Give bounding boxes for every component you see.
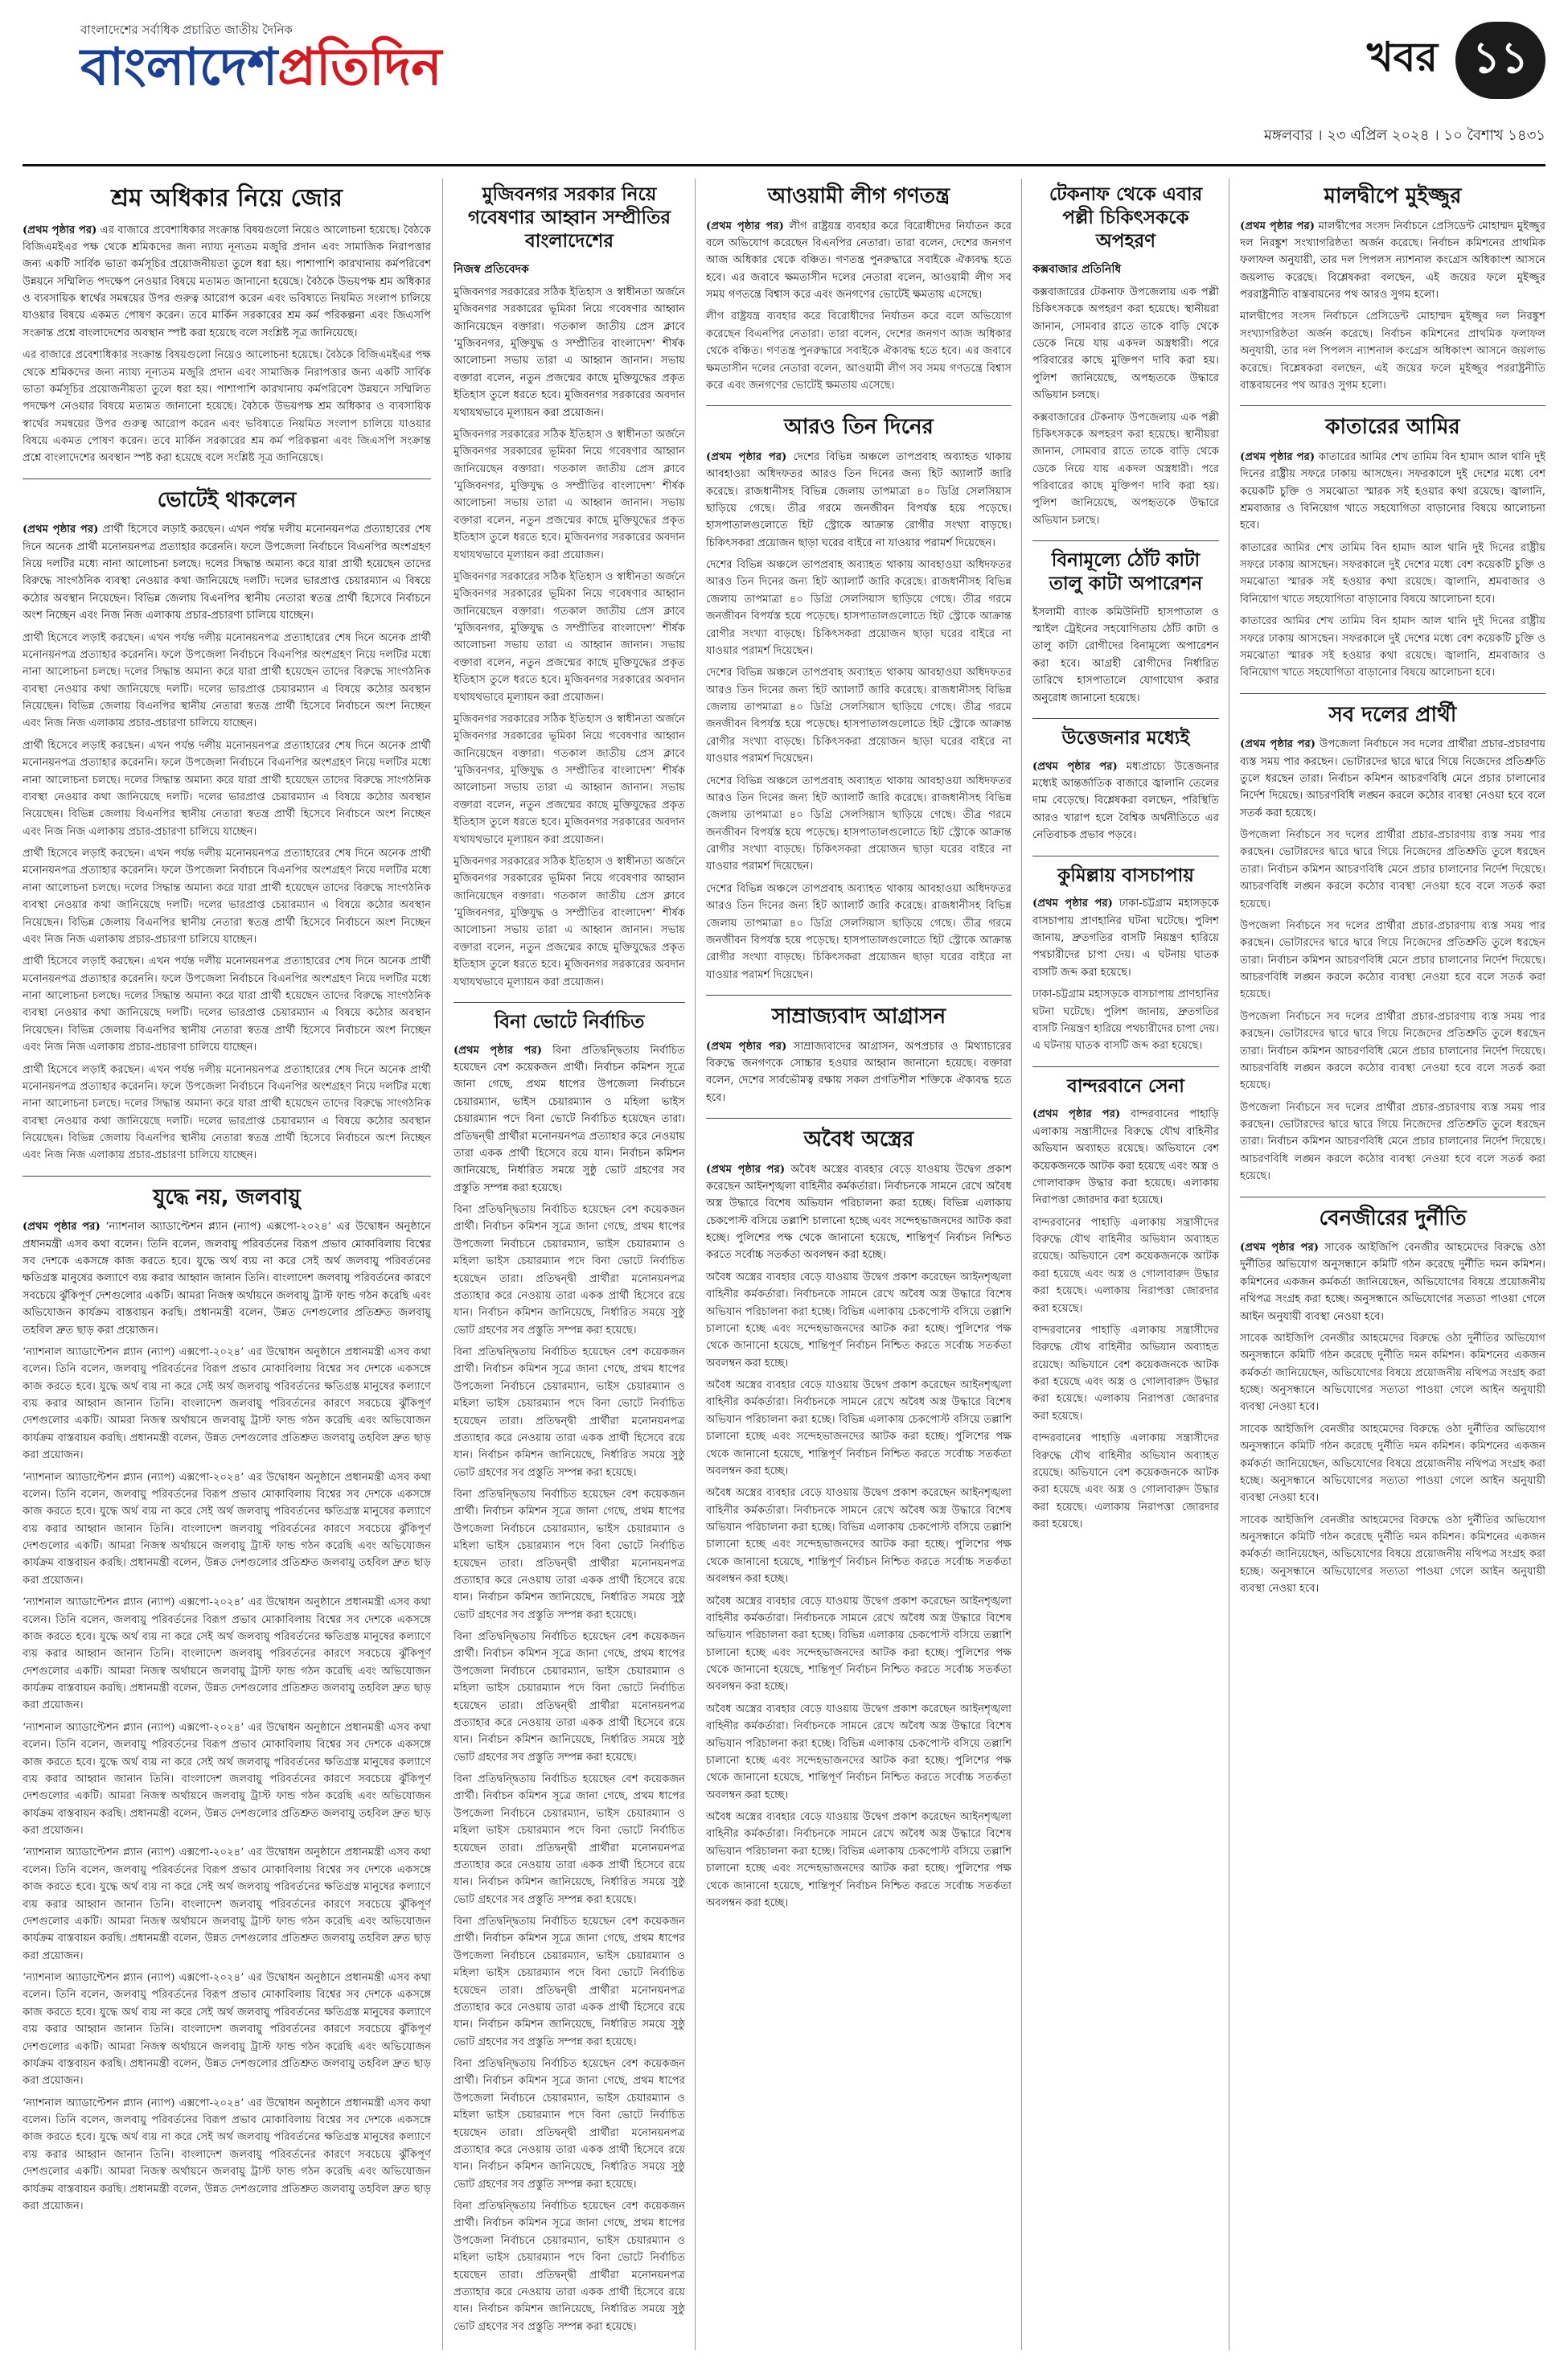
byline: নিজস্ব প্রতিবেদক [454,263,529,277]
story-body: ‘ন্যাশনাল অ্যাডাপ্টেশন প্ল্যান (ন্যাপ) এক্সপো-২০২৪’ এর উদ্বোধন অনুষ্ঠানে প্রধানমন্ত্রী এসব কথা বলেন। তিনি বলেন, জলবায়ু পরিবর্তনের বিরূপ প্রভাব মোকাবিলায় বিশ্বের সব দেশকে একসঙ্গে কাজ করতে হবে। যুদ্ধে অর্থ ব্যয় না করে সেই অর্থ জলবায়ু পরিবর্তনের ক্ষতিগ্রস্ত মানুষের কল্যাণে ব্যয় করার আহ্বান জানান তিনি। বাংলাদেশ জলবায়ু পরিবর্তনের কারণে সবচেয়ে ঝুঁকিপূর্ণ দেশগুলোর একটি। আমরা নিজস্ব অর্থায়নে জলবায়ু ট্রাস্ট ফান্ড গঠন করেছি এবং অভিযোজন কার্যক্রম বাস্তবায়ন করছি। প্রধানমন্ত্রী বলেন, উন্নত দেশগুলোর প্রতিশ্রুত জলবায়ু তহবিল দ্রুত ছাড় করা প্রয়োজন। [23,1846,431,1962]
story-body: ‘ন্যাশনাল অ্যাডাপ্টেশন প্ল্যান (ন্যাপ) এক্সপো-২০২৪’ এর উদ্বোধন অনুষ্ঠানে প্রধানমন্ত্রী এসব কথা বলেন। তিনি বলেন, জলবায়ু পরিবর্তনের বিরূপ প্রভাব মোকাবিলায় বিশ্বের সব দেশকে একসঙ্গে কাজ করতে হবে। যুদ্ধে অর্থ ব্যয় না করে সেই অর্থ জলবায়ু পরিবর্তনের ক্ষতিগ্রস্ত মানুষের কল্যাণে ব্যয় করার আহ্বান জানান তিনি। বাংলাদেশ জলবায়ু পরিবর্তনের কারণে সবচেয়ে ঝুঁকিপূর্ণ দেশগুলোর একটি। আমরা নিজস্ব অর্থায়নে জলবায়ু ট্রাস্ট ফান্ড গঠন করেছি এবং অভিযোজন কার্যক্রম বাস্তবায়ন করছি। প্রধানমন্ত্রী বলেন, উন্নত দেশগুলোর প্রতিশ্রুত জলবায়ু তহবিল দ্রুত ছাড় করা প্রয়োজন। [23,2097,431,2212]
story-body: বিনা প্রতিদ্বন্দ্বিতায় নির্বাচিত হয়েছেন বেশ কয়েকজন প্রার্থী। নির্বাচন কমিশন সূত্রে জানা গেছে, প্রথম ধাপের উপজেলা নির্বাচনে চেয়ারম্যান, ভাইস চেয়ারম্যান ও মহিলা ভাইস চেয়ারম্যান পদে বিনা ভোটে নির্বাচিত হয়েছেন তারা। প্রতিদ্বন্দ্বী প্রার্থীরা মনোনয়নপত্র প্রত্যাহার করে নেওয়ায় তারা একক প্রার্থী হিসেবে রয়ে যান। নির্বাচন কমিশন জানিয়েছে, নির্ধারিত সময়ে সুষ্ঠু ভোট গ্রহণের সব প্রস্তুতি সম্পন্ন করা হয়েছে। [454,1346,685,1479]
story-body: লীগ রাষ্ট্রযন্ত্র ব্যবহার করে বিরোধীদের নির্যাতন করে বলে অভিযোগ করেছেন বিএনপির নেতারা। তারা বলেন, দেশের জনগণ আজ অধিকার থেকে বঞ্চিত। গণতন্ত্র পুনরুদ্ধারে সবাইকে ঐক্যবদ্ধ হতে হবে। এর জবাবে ক্ষমতাসীন দলের নেতারা বলেন, আওয়ামী লীগ সব সময় গণতন্ত্রে বিশ্বাস করে এবং জনগণের ভোটেই ক্ষমতায় এসেছে। [706,220,1012,301]
story-body: দেশের বিভিন্ন অঞ্চলে তাপপ্রবাহ অব্যাহত থাকায় আবহাওয়া অধিদফতর আরও তিন দিনের জন্য হিট অ্যালার্ট জারি করেছে। রাজধানীসহ বিভিন্ন জেলায় তাপমাত্রা ৪০ ডিগ্রি সেলসিয়াস ছাড়িয়ে গেছে। তীব্র গরমে জনজীবন বিপর্যস্ত হয়ে পড়েছে। হাসপাতালগুলোতে হিট স্ট্রোকে আক্রান্ত রোগীর সংখ্যা বাড়ছে। চিকিৎসকরা প্রয়োজন ছাড়া ঘরের বাইরে না যাওয়ার পরামর্শ দিয়েছেন। [706,882,1012,981]
column-3 [706,179,1012,1916]
headline: বান্দরবানে সেনা [1067,1075,1184,1097]
story-body: প্রার্থী হিসেবে লড়াই করছেন। এখন পর্যন্ত দলীয় মনোনয়নপত্র প্রত্যাহারের শেষ দিনে অনেক প্রার্থী মনোনয়নপত্র প্রত্যাহার করেননি। ফলে উপজেলা নির্বাচনে বিএনপির অংশগ্রহণ নিয়ে দলটির মধ্যে নানা আলোচনা চলছে। দলের সিদ্ধান্ত অমান্য করে যারা প্রার্থী হয়েছেন তাদের বিরুদ্ধে সাংগঠনিক ব্যবস্থা নেওয়ার কথা জানিয়েছে দলটি। দলের ভারপ্রাপ্ত চেয়ারম্যান এ বিষয়ে কঠোর অবস্থান নিয়েছেন। বিভিন্ন জেলায় বিএনপির স্থানীয় নেতারা স্বতন্ত্র প্রার্থী হিসেবে নির্বাচনে অংশ নিচ্ছেন এবং নিজ নিজ এলাকায় প্রচার-প্রচারণা চালিয়ে যাচ্ছেন। [23,631,431,730]
story-abaidh [706,1127,1012,1912]
story-body: প্রার্থী হিসেবে লড়াই করছেন। এখন পর্যন্ত দলীয় মনোনয়নপত্র প্রত্যাহারের শেষ দিনে অনেক প্রার্থী মনোনয়নপত্র প্রত্যাহার করেননি। ফলে উপজেলা নির্বাচনে বিএনপির অংশগ্রহণ নিয়ে দলটির মধ্যে নানা আলোচনা চলছে। দলের সিদ্ধান্ত অমান্য করে যারা প্রার্থী হয়েছেন তাদের বিরুদ্ধে সাংগঠনিক ব্যবস্থা নেওয়ার কথা জানিয়েছে দলটি। দলের ভারপ্রাপ্ত চেয়ারম্যান এ বিষয়ে কঠোর অবস্থান নিয়েছেন। বিভিন্ন জেলায় বিএনপির স্থানীয় নেতারা স্বতন্ত্র প্রার্থী হিসেবে নির্বাচনে অংশ নিচ্ছেন এবং নিজ নিজ এলাকায় প্রচার-প্রচারণা চালিয়ে যাচ্ছেন। [23,955,431,1054]
headline: যুদ্ধে নয়, জলবায়ু [153,1185,301,1210]
story-body: সাবেক আইজিপি বেনজীর আহমেদের বিরুদ্ধে ওঠা দুর্নীতির অভিযোগ অনুসন্ধানে কমিটি গঠন করেছে দুর্নীতি দমন কমিশন। কমিশনের একজন কর্মকর্তা জানিয়েছেন, অভিযোগের বিষয়ে প্রয়োজনীয় নথিপত্র সংগ্রহ করা হচ্ছে। অনুসন্ধানে অভিযোগের সত্যতা পাওয়া গেলে আইন অনুযায়ী ব্যবস্থা নেওয়া হবে। [1240,1514,1545,1596]
story-body: কাতারের আমির শেখ তামিম বিন হামাদ আল থানি দুই দিনের রাষ্ট্রীয় সফরে ঢাকায় আসছেন। সফরকালে দুই দেশের মধ্যে বেশ কয়েকটি চুক্তি ও সমঝোতা স্মারক সই হওয়ার কথা রয়েছে। জ্বালানি, শ্রমবাজার ও বিনিয়োগ খাতে সহযোগিতা বাড়ানোর বিষয়ে আলোচনা হবে। [1240,541,1545,606]
section-name: খবর [1366,33,1438,80]
story-sob-dol [1240,702,1545,1185]
logo-part2: প্রতিদিন [277,38,442,97]
story-body: বিনা প্রতিদ্বন্দ্বিতায় নির্বাচিত হয়েছেন বেশ কয়েকজন প্রার্থী। নির্বাচন কমিশন সূত্রে জানা গেছে, প্রথম ধাপের উপজেলা নির্বাচনে চেয়ারম্যান, ভাইস চেয়ারম্যান ও মহিলা ভাইস চেয়ারম্যান পদে বিনা ভোটে নির্বাচিত হয়েছেন তারা। প্রতিদ্বন্দ্বী প্রার্থীরা মনোনয়নপত্র প্রত্যাহার করে নেওয়ায় তারা একক প্রার্থী হিসেবে রয়ে যান। নির্বাচন কমিশন জানিয়েছে, নির্ধারিত সময়ে সুষ্ঠু ভোট গ্রহণের সব প্রস্তুতি সম্পন্ন করা হয়েছে। [454,1631,685,1764]
separator [454,1002,685,1003]
story-body: মালদ্বীপের সংসদ নির্বাচনে প্রেসিডেন্ট মোহাম্মদ মুইজ্জুর দল নিরঙ্কুশ সংখ্যাগরিষ্ঠতা অর্জন করেছে। নির্বাচন কমিশনের প্রাথমিক ফলাফল অনুযায়ী, তার দল পিপলস ন্যাশনাল কংগ্রেস অধিকাংশ আসনে জয়লাভ করেছে। বিশ্লেষকরা বলছেন, এই জয়ের ফলে মুইজ্জুর পররাষ্ট্রনীতি বাস্তবায়নের পথ আরও সুগম হলো। [1240,310,1545,392]
continuation-label: (প্রথম পৃষ্ঠার পর) [1240,220,1315,232]
masthead [23,14,1545,156]
headline: শ্রম অধিকার নিয়ে জোর [111,184,343,212]
story-body: অবৈধ অস্ত্রের ব্যবহার বেড়ে যাওয়ায় উদ্বেগ প্রকাশ করেছেন আইনশৃঙ্খলা বাহিনীর কর্মকর্তারা। নির্বাচনকে সামনে রেখে অবৈধ অস্ত্র উদ্ধারে বিশেষ অভিযান পরিচালনা করা হচ্ছে। বিভিন্ন এলাকায় চেকপোস্ট বসিয়ে তল্লাশি চালানো হচ্ছে এবং সন্দেহভাজনদের আটক করা হচ্ছে। পুলিশের পক্ষ থেকে জানানো হয়েছে, শান্তিপূর্ণ নির্বাচন নিশ্চিত করতে সর্বোচ্চ সতর্কতা অবলম্বন করা হচ্ছে। [706,1271,1012,1370]
story-body: দেশের বিভিন্ন অঞ্চলে তাপপ্রবাহ অব্যাহত থাকায় আবহাওয়া অধিদফতর আরও তিন দিনের জন্য হিট অ্যালার্ট জারি করেছে। রাজধানীসহ বিভিন্ন জেলায় তাপমাত্রা ৪০ ডিগ্রি সেলসিয়াস ছাড়িয়ে গেছে। তীব্র গরমে জনজীবন বিপর্যস্ত হয়ে পড়েছে। হাসপাতালগুলোতে হিট স্ট্রোকে আক্রান্ত রোগীর সংখ্যা বাড়ছে। চিকিৎসকরা প্রয়োজন ছাড়া ঘরের বাইরে না যাওয়ার পরামর্শ দিয়েছেন। [706,559,1012,657]
separator [1240,693,1545,694]
masthead-rule [23,164,1545,166]
story-body: মুজিবনগর সরকারের সঠিক ইতিহাস ও স্বাধীনতা অর্জনে মুজিবনগর সরকারের ভূমিকা নিয়ে গবেষণার আহ্বান জানিয়েছেন বক্তারা। গতকাল জাতীয় প্রেস ক্লাবে ‘মুজিবনগর, মুক্তিযুদ্ধ ও সম্প্রীতির বাংলাদেশ’ শীর্ষক আলোচনা সভায় তারা এ আহ্বান জানান। সভায় বক্তারা বলেন, নতুন প্রজন্মের কাছে মুক্তিযুদ্ধের প্রকৃত ইতিহাস তুলে ধরতে হবে। মুজিবনগর সরকারের অবদান যথাযথভাবে মূল্যায়ন করা প্রয়োজন। [454,285,685,419]
continuation-label: (প্রথম পৃষ্ঠার পর) [1240,1242,1319,1254]
story-body: ‘ন্যাশনাল অ্যাডাপ্টেশন প্ল্যান (ন্যাপ) এক্সপো-২০২৪’ এর উদ্বোধন অনুষ্ঠানে প্রধানমন্ত্রী এসব কথা বলেন। তিনি বলেন, জলবায়ু পরিবর্তনের বিরূপ প্রভাব মোকাবিলায় বিশ্বের সব দেশকে একসঙ্গে কাজ করতে হবে। যুদ্ধে অর্থ ব্যয় না করে সেই অর্থ জলবায়ু পরিবর্তনের ক্ষতিগ্রস্ত মানুষের কল্যাণে ব্যয় করার আহ্বান জানান তিনি। বাংলাদেশ জলবায়ু পরিবর্তনের কারণে সবচেয়ে ঝুঁকিপূর্ণ দেশগুলোর একটি। আমরা নিজস্ব অর্থায়নে জলবায়ু ট্রাস্ট ফান্ড গঠন করেছি এবং অভিযোজন কার্যক্রম বাস্তবায়ন করছি। প্রধানমন্ত্রী বলেন, উন্নত দেশগুলোর প্রতিশ্রুত জলবায়ু তহবিল দ্রুত ছাড় করা প্রয়োজন। [23,1596,431,1712]
story-body: ইসলামী ব্যাংক কমিউনিটি হাসপাতাল ও স্মাইল ট্রেইনের সহযোগিতায় ঠোঁট কাটা ও তালু কাটা রোগীদের বিনামূল্যে অপারেশন করা হবে। আগ্রহী রোগীদের নির্ধারিত তারিখে হাসপাতালে যোগাযোগ করার অনুরোধ জানানো হয়েছে। [1032,606,1219,704]
separator [706,1118,1012,1119]
separator [706,405,1012,406]
headline: টেকনাফ থেকে এবার পল্লী চিকিৎসককে অপহরণ [1049,184,1203,252]
story-body: বিনা প্রতিদ্বন্দ্বিতায় নির্বাচিত হয়েছেন বেশ কয়েকজন প্রার্থী। নির্বাচন কমিশন সূত্রে জানা গেছে, প্রথম ধাপের উপজেলা নির্বাচনে চেয়ারম্যান, ভাইস চেয়ারম্যান ও মহিলা ভাইস চেয়ারম্যান পদে বিনা ভোটে নির্বাচিত হয়েছেন তারা। প্রতিদ্বন্দ্বী প্রার্থীরা মনোনয়নপত্র প্রত্যাহার করে নেওয়ায় তারা একক প্রার্থী হিসেবে রয়ে যান। নির্বাচন কমিশন জানিয়েছে, নির্ধারিত সময়ে সুষ্ঠু ভোট গ্রহণের সব প্রস্তুতি সম্পন্ন করা হয়েছে। [454,1204,685,1337]
story-body: অবৈধ অস্ত্রের ব্যবহার বেড়ে যাওয়ায় উদ্বেগ প্রকাশ করেছেন আইনশৃঙ্খলা বাহিনীর কর্মকর্তারা। নির্বাচনকে সামনে রেখে অবৈধ অস্ত্র উদ্ধারে বিশেষ অভিযান পরিচালনা করা হচ্ছে। বিভিন্ন এলাকায় চেকপোস্ট বসিয়ে তল্লাশি চালানো হচ্ছে এবং সন্দেহভাজনদের আটক করা হচ্ছে। পুলিশের পক্ষ থেকে জানানো হয়েছে, শান্তিপূর্ণ নির্বাচন নিশ্চিত করতে সর্বোচ্চ সতর্কতা অবলম্বন করা হচ্ছে। [706,1487,1012,1586]
story-body: উপজেলা নির্বাচনে সব দলের প্রার্থীরা প্রচার-প্রচারণায় ব্যস্ত সময় পার করছেন। ভোটারদের দ্বারে দ্বারে গিয়ে নিজেদের প্রতিশ্রুতি তুলে ধরছেন তারা। নির্বাচন কমিশন আচরণবিধি মেনে প্রচার চালানোর নির্দেশ দিয়েছে। আচরণবিধি লঙ্ঘন করলে কঠোর ব্যবস্থা নেওয়া হবে বলে সতর্ক করা হয়েছে। [1240,1010,1545,1092]
story-awami [706,183,1012,394]
section-header [1367,16,1545,105]
story-benazir [1240,1205,1545,1598]
story-body: এর বাজারে প্রবেশাধিকার সংক্রান্ত বিষয়গুলো নিয়েও আলোচনা হয়েছে। বৈঠকে বিজিএমইএর পক্ষ থেকে শ্রমিকদের জন্য ন্যায্য নূন্যতম মজুরি প্রদান এবং সামাজিক নিরাপত্তার জন্য একটি সার্বিক ভাতা কর্মসূচির প্রয়োজনীয়তা তুলে ধরা হয়। পাশাপাশি কারখানায় কর্মপরিবেশ উন্নয়নে সম্মিলিত পদক্ষেপ নেওয়ার বিষয়ে মতামত জানানো হয়েছে। বৈঠকে উভয়পক্ষ শ্রম অধিকার ও ব্যবসায়িক স্বার্থের সমন্বয়ের উপর গুরুত্ব আরোপ করেন এবং ভবিষ্যতে নিয়মিত সংলাপ চালিয়ে যাওয়ার বিষয়ে একমত পোষণ করেন। তবে মার্কিন সরকারের শ্রম কর্ম পরিকল্পনা এবং জিএসপি সংক্রান্ত প্রশ্নে বাংলাদেশের অবস্থান স্পষ্ট করা হয়েছে বলে সংশ্লিষ্ট সূত্র জানিয়েছে। [23,349,431,465]
column-divider [695,179,696,2350]
story-katar [1240,414,1545,681]
story-body: মুজিবনগর সরকারের সঠিক ইতিহাস ও স্বাধীনতা অর্জনে মুজিবনগর সরকারের ভূমিকা নিয়ে গবেষণার আহ্বান জানিয়েছেন বক্তারা। গতকাল জাতীয় প্রেস ক্লাবে ‘মুজিবনগর, মুক্তিযুদ্ধ ও সম্প্রীতির বাংলাদেশ’ শীর্ষক আলোচনা সভায় তারা এ আহ্বান জানান। সভায় বক্তারা বলেন, নতুন প্রজন্মের কাছে মুক্তিযুদ্ধের প্রকৃত ইতিহাস তুলে ধরতে হবে। মুজিবনগর সরকারের অবদান যথাযথভাবে মূল্যায়ন করা প্রয়োজন। [454,428,685,561]
story-body: অবৈধ অস্ত্রের ব্যবহার বেড়ে যাওয়ায় উদ্বেগ প্রকাশ করেছেন আইনশৃঙ্খলা বাহিনীর কর্মকর্তারা। নির্বাচনকে সামনে রেখে অবৈধ অস্ত্র উদ্ধারে বিশেষ অভিযান পরিচালনা করা হচ্ছে। বিভিন্ন এলাকায় চেকপোস্ট বসিয়ে তল্লাশি চালানো হচ্ছে এবং সন্দেহভাজনদের আটক করা হচ্ছে। পুলিশের পক্ষ থেকে জানানো হয়েছে, শান্তিপূর্ণ নির্বাচন নিশ্চিত করতে সর্বোচ্চ সতর্কতা অবলম্বন করা হচ্ছে। [706,1702,1012,1801]
story-body: কাতারের আমির শেখ তামিম বিন হামাদ আল থানি দুই দিনের রাষ্ট্রীয় সফরে ঢাকায় আসছেন। সফরকালে দুই দেশের মধ্যে বেশ কয়েকটি চুক্তি ও সমঝোতা স্মারক সই হওয়ার কথা রয়েছে। জ্বালানি, শ্রমবাজার ও বিনিয়োগ খাতে সহযোগিতা বাড়ানোর বিষয়ে আলোচনা হবে। [1240,450,1545,532]
separator [1032,718,1219,719]
story-aro-tin [706,414,1012,984]
story-body: প্রার্থী হিসেবে লড়াই করছেন। এখন পর্যন্ত দলীয় মনোনয়নপত্র প্রত্যাহারের শেষ দিনে অনেক প্রার্থী মনোনয়নপত্র প্রত্যাহার করেননি। ফলে উপজেলা নির্বাচনে বিএনপির অংশগ্রহণ নিয়ে দলটির মধ্যে নানা আলোচনা চলছে। দলের সিদ্ধান্ত অমান্য করে যারা প্রার্থী হয়েছেন তাদের বিরুদ্ধে সাংগঠনিক ব্যবস্থা নেওয়ার কথা জানিয়েছে দলটি। দলের ভারপ্রাপ্ত চেয়ারম্যান এ বিষয়ে কঠোর অবস্থান নিয়েছেন। বিভিন্ন জেলায় বিএনপির স্থানীয় নেতারা স্বতন্ত্র প্রার্থী হিসেবে নির্বাচনে অংশ নিচ্ছেন এবং নিজ নিজ এলাকায় প্রচার-প্রচারণা চালিয়ে যাচ্ছেন। [23,739,431,838]
separator [1240,405,1545,406]
separator [1032,1066,1219,1067]
column-5 [1240,179,1545,1603]
continuation-label: (প্রথম পৃষ্ঠার পর) [1240,738,1316,751]
headline: বেনজীরের দুর্নীতি [1319,1205,1467,1230]
story-body: বিনা প্রতিদ্বন্দ্বিতায় নির্বাচিত হয়েছেন বেশ কয়েকজন প্রার্থী। নির্বাচন কমিশন সূত্রে জানা গেছে, প্রথম ধাপের উপজেলা নির্বাচনে চেয়ারম্যান, ভাইস চেয়ারম্যান ও মহিলা ভাইস চেয়ারম্যান পদে বিনা ভোটে নির্বাচিত হয়েছেন তারা। প্রতিদ্বন্দ্বী প্রার্থীরা মনোনয়নপত্র প্রত্যাহার করে নেওয়ায় তারা একক প্রার্থী হিসেবে রয়ে যান। নির্বাচন কমিশন জানিয়েছে, নির্ধারিত সময়ে সুষ্ঠু ভোট গ্রহণের সব প্রস্তুতি সম্পন্ন করা হয়েছে। [454,1044,685,1194]
continuation-label: (প্রথম পৃষ্ঠার পর) [454,1044,542,1057]
story-body: সাবেক আইজিপি বেনজীর আহমেদের বিরুদ্ধে ওঠা দুর্নীতির অভিযোগ অনুসন্ধানে কমিটি গঠন করেছে দুর্নীতি দমন কমিশন। কমিশনের একজন কর্মকর্তা জানিয়েছেন, অভিযোগের বিষয়ে প্রয়োজনীয় নথিপত্র সংগ্রহ করা হচ্ছে। অনুসন্ধানে অভিযোগের সত্যতা পাওয়া গেলে আইন অনুযায়ী ব্যবস্থা নেওয়া হবে। [1240,1242,1545,1323]
story-body: প্রার্থী হিসেবে লড়াই করছেন। এখন পর্যন্ত দলীয় মনোনয়নপত্র প্রত্যাহারের শেষ দিনে অনেক প্রার্থী মনোনয়নপত্র প্রত্যাহার করেননি। ফলে উপজেলা নির্বাচনে বিএনপির অংশগ্রহণ নিয়ে দলটির মধ্যে নানা আলোচনা চলছে। দলের সিদ্ধান্ত অমান্য করে যারা প্রার্থী হয়েছেন তাদের বিরুদ্ধে সাংগঠনিক ব্যবস্থা নেওয়ার কথা জানিয়েছে দলটি। দলের ভারপ্রাপ্ত চেয়ারম্যান এ বিষয়ে কঠোর অবস্থান নিয়েছেন। বিভিন্ন জেলায় বিএনপির স্থানীয় নেতারা স্বতন্ত্র প্রার্থী হিসেবে নির্বাচনে অংশ নিচ্ছেন এবং নিজ নিজ এলাকায় প্রচার-প্রচারণা চালিয়ে যাচ্ছেন। [23,524,431,622]
story-body: বান্দরবানের পাহাড়ি এলাকায় সন্ত্রাসীদের বিরুদ্ধে যৌথ বাহিনীর অভিযান অব্যাহত রয়েছে। অভিযানে বেশ কয়েকজনকে আটক করা হয়েছে এবং অস্ত্র ও গোলাবারুদ উদ্ধার করা হয়েছে। এলাকায় নিরাপত্তা জোরদার করা হয়েছে। [1032,1432,1219,1531]
story-uttejona [1032,727,1219,844]
story-body: সাবেক আইজিপি বেনজীর আহমেদের বিরুদ্ধে ওঠা দুর্নীতির অভিযোগ অনুসন্ধানে কমিটি গঠন করেছে দুর্নীতি দমন কমিশন। কমিশনের একজন কর্মকর্তা জানিয়েছেন, অভিযোগের বিষয়ে প্রয়োজনীয় নথিপত্র সংগ্রহ করা হচ্ছে। অনুসন্ধানে অভিযোগের সত্যতা পাওয়া গেলে আইন অনুযায়ী ব্যবস্থা নেওয়া হবে। [1240,1423,1545,1505]
byline: কক্সবাজার প্রতিনিধি [1032,263,1122,277]
story-body: ‘ন্যাশনাল অ্যাডাপ্টেশন প্ল্যান (ন্যাপ) এক্সপো-২০২৪’ এর উদ্বোধন অনুষ্ঠানে প্রধানমন্ত্রী এসব কথা বলেন। তিনি বলেন, জলবায়ু পরিবর্তনের বিরূপ প্রভাব মোকাবিলায় বিশ্বের সব দেশকে একসঙ্গে কাজ করতে হবে। যুদ্ধে অর্থ ব্যয় না করে সেই অর্থ জলবায়ু পরিবর্তনের ক্ষতিগ্রস্ত মানুষের কল্যাণে ব্যয় করার আহ্বান জানান তিনি। বাংলাদেশ জলবায়ু পরিবর্তনের কারণে সবচেয়ে ঝুঁকিপূর্ণ দেশগুলোর একটি। আমরা নিজস্ব অর্থায়নে জলবায়ু ট্রাস্ট ফান্ড গঠন করেছি এবং অভিযোজন কার্যক্রম বাস্তবায়ন করছি। প্রধানমন্ত্রী বলেন, উন্নত দেশগুলোর প্রতিশ্রুত জলবায়ু তহবিল দ্রুত ছাড় করা প্রয়োজন। [23,1972,431,2088]
headline: ভোটেই থাকলেন [157,487,297,512]
story-body: মালদ্বীপের সংসদ নির্বাচনে প্রেসিডেন্ট মোহাম্মদ মুইজ্জুর দল নিরঙ্কুশ সংখ্যাগরিষ্ঠতা অর্জন করেছে। নির্বাচন কমিশনের প্রাথমিক ফলাফল অনুযায়ী, তার দল পিপলস ন্যাশনাল কংগ্রেস অধিকাংশ আসনে জয়লাভ করেছে। বিশ্লেষকরা বলছেন, এই জয়ের ফলে মুইজ্জুর পররাষ্ট্রনীতি বাস্তবায়নের পথ আরও সুগম হলো। [1240,220,1545,301]
story-body: বিনা প্রতিদ্বন্দ্বিতায় নির্বাচিত হয়েছেন বেশ কয়েকজন প্রার্থী। নির্বাচন কমিশন সূত্রে জানা গেছে, প্রথম ধাপের উপজেলা নির্বাচনে চেয়ারম্যান, ভাইস চেয়ারম্যান ও মহিলা ভাইস চেয়ারম্যান পদে বিনা ভোটে নির্বাচিত হয়েছেন তারা। প্রতিদ্বন্দ্বী প্রার্থীরা মনোনয়নপত্র প্রত্যাহার করে নেওয়ায় তারা একক প্রার্থী হিসেবে রয়ে যান। নির্বাচন কমিশন জানিয়েছে, নির্ধারিত সময়ে সুষ্ঠু ভোট গ্রহণের সব প্রস্তুতি সম্পন্ন করা হয়েছে। [454,2200,685,2333]
story-body: অবৈধ অস্ত্রের ব্যবহার বেড়ে যাওয়ায় উদ্বেগ প্রকাশ করেছেন আইনশৃঙ্খলা বাহিনীর কর্মকর্তারা। নির্বাচনকে সামনে রেখে অবৈধ অস্ত্র উদ্ধারে বিশেষ অভিযান পরিচালনা করা হচ্ছে। বিভিন্ন এলাকায় চেকপোস্ট বসিয়ে তল্লাশি চালানো হচ্ছে এবং সন্দেহভাজনদের আটক করা হচ্ছে। পুলিশের পক্ষ থেকে জানানো হয়েছে, শান্তিপূর্ণ নির্বাচন নিশ্চিত করতে সর্বোচ্চ সতর্কতা অবলম্বন করা হচ্ছে। [706,1163,1012,1262]
continuation-label: (প্রথম পৃষ্ঠার পর) [23,224,97,236]
headline: সাম্রাজ্যবাদ আগ্রাসন [771,1004,946,1029]
story-maldwip [1240,183,1545,394]
headline: কুমিল্লায় বাসচাপায় [1057,865,1194,886]
story-vote [23,487,431,1164]
story-body: ‘ন্যাশনাল অ্যাডাপ্টেশন প্ল্যান (ন্যাপ) এক্সপো-২০২৪’ এর উদ্বোধন অনুষ্ঠানে প্রধানমন্ত্রী এসব কথা বলেন। তিনি বলেন, জলবায়ু পরিবর্তনের বিরূপ প্রভাব মোকাবিলায় বিশ্বের সব দেশকে একসঙ্গে কাজ করতে হবে। যুদ্ধে অর্থ ব্যয় না করে সেই অর্থ জলবায়ু পরিবর্তনের ক্ষতিগ্রস্ত মানুষের কল্যাণে ব্যয় করার আহ্বান জানান তিনি। বাংলাদেশ জলবায়ু পরিবর্তনের কারণে সবচেয়ে ঝুঁকিপূর্ণ দেশগুলোর একটি। আমরা নিজস্ব অর্থায়নে জলবায়ু ট্রাস্ট ফান্ড গঠন করেছি এবং অভিযোজন কার্যক্রম বাস্তবায়ন করছি। প্রধানমন্ত্রী বলেন, উন্নত দেশগুলোর প্রতিশ্রুত জলবায়ু তহবিল দ্রুত ছাড় করা প্রয়োজন। [23,1345,431,1462]
story-body: বান্দরবানের পাহাড়ি এলাকায় সন্ত্রাসীদের বিরুদ্ধে যৌথ বাহিনীর অভিযান অব্যাহত রয়েছে। অভিযানে বেশ কয়েকজনকে আটক করা হয়েছে এবং অস্ত্র ও গোলাবারুদ উদ্ধার করা হয়েছে। এলাকায় নিরাপত্তা জোরদার করা হয়েছে। [1032,1216,1219,1315]
continuation-label: (প্রথম পৃষ্ঠার পর) [1032,1108,1121,1121]
headline: উত্তেজনার মধ্যেই [1061,727,1190,749]
story-binamulle [1032,549,1219,707]
story-body: অবৈধ অস্ত্রের ব্যবহার বেড়ে যাওয়ায় উদ্বেগ প্রকাশ করেছেন আইনশৃঙ্খলা বাহিনীর কর্মকর্তারা। নির্বাচনকে সামনে রেখে অবৈধ অস্ত্র উদ্ধারে বিশেষ অভিযান পরিচালনা করা হচ্ছে। বিভিন্ন এলাকায় চেকপোস্ট বসিয়ে তল্লাশি চালানো হচ্ছে এবং সন্দেহভাজনদের আটক করা হচ্ছে। পুলিশের পক্ষ থেকে জানানো হয়েছে, শান্তিপূর্ণ নির্বাচন নিশ্চিত করতে সর্বোচ্চ সতর্কতা অবলম্বন করা হচ্ছে। [706,1379,1012,1477]
story-body: লীগ রাষ্ট্রযন্ত্র ব্যবহার করে বিরোধীদের নির্যাতন করে বলে অভিযোগ করেছেন বিএনপির নেতারা। তারা বলেন, দেশের জনগণ আজ অধিকার থেকে বঞ্চিত। গণতন্ত্র পুনরুদ্ধারে সবাইকে ঐক্যবদ্ধ হতে হবে। এর জবাবে ক্ষমতাসীন দলের নেতারা বলেন, আওয়ামী লীগ সব সময় গণতন্ত্রে বিশ্বাস করে এবং জনগণের ভোটেই ক্ষমতায় এসেছে। [706,310,1012,392]
continuation-label: (প্রথম পৃষ্ঠার পর) [706,1163,786,1176]
story-kumilla [1032,865,1219,1055]
story-body: প্রার্থী হিসেবে লড়াই করছেন। এখন পর্যন্ত দলীয় মনোনয়নপত্র প্রত্যাহারের শেষ দিনে অনেক প্রার্থী মনোনয়নপত্র প্রত্যাহার করেননি। ফলে উপজেলা নির্বাচনে বিএনপির অংশগ্রহণ নিয়ে দলটির মধ্যে নানা আলোচনা চলছে। দলের সিদ্ধান্ত অমান্য করে যারা প্রার্থী হয়েছেন তাদের বিরুদ্ধে সাংগঠনিক ব্যবস্থা নেওয়ার কথা জানিয়েছে দলটি। দলের ভারপ্রাপ্ত চেয়ারম্যান এ বিষয়ে কঠোর অবস্থান নিয়েছেন। বিভিন্ন জেলায় বিএনপির স্থানীয় নেতারা স্বতন্ত্র প্রার্থী হিসেবে নির্বাচনে অংশ নিচ্ছেন এবং নিজ নিজ এলাকায় প্রচার-প্রচারণা চালিয়ে যাচ্ছেন। [23,848,431,946]
headline: অবৈধ অস্ত্রের [803,1127,914,1152]
dateline: মঙ্গলবার । ২৩ এপ্রিল ২০২৪ । ১০ বৈশাখ ১৪৩১ [1263,127,1545,144]
separator [23,1176,431,1177]
newspaper-logo[interactable] [80,38,442,97]
separator [706,995,1012,996]
story-body: উপজেলা নির্বাচনে সব দলের প্রার্থীরা প্রচার-প্রচারণায় ব্যস্ত সময় পার করছেন। ভোটারদের দ্বারে দ্বারে গিয়ে নিজেদের প্রতিশ্রুতি তুলে ধরছেন তারা। নির্বাচন কমিশন আচরণবিধি মেনে প্রচার চালানোর নির্দেশ দিয়েছে। আচরণবিধি লঙ্ঘন করলে কঠোর ব্যবস্থা নেওয়া হবে বলে সতর্ক করা হয়েছে। [1240,919,1545,1001]
continuation-label: (প্রথম পৃষ্ঠার পর) [1032,760,1118,773]
story-teknaf [1032,183,1219,529]
headline: মুজিবনগর সরকার নিয়ে গবেষণার আহ্বান সম্প্রীতির বাংলাদেশের [467,184,671,252]
story-samrajya [706,1004,1012,1107]
story-body: উপজেলা নির্বাচনে সব দলের প্রার্থীরা প্রচার-প্রচারণায় ব্যস্ত সময় পার করছেন। ভোটারদের দ্বারে দ্বারে গিয়ে নিজেদের প্রতিশ্রুতি তুলে ধরছেন তারা। নির্বাচন কমিশন আচরণবিধি মেনে প্রচার চালানোর নির্দেশ দিয়েছে। আচরণবিধি লঙ্ঘন করলে কঠোর ব্যবস্থা নেওয়া হবে বলে সতর্ক করা হয়েছে। [1240,829,1545,910]
story-body: মধ্যপ্রাচ্যে উত্তেজনার মধ্যেই আন্তর্জাতিক বাজারে জ্বালানি তেলের দাম বেড়েছে। বিশ্লেষকরা বলছেন, পরিস্থিতি আরও খারাপ হলে বৈশ্বিক অর্থনীতিতে এর নেতিবাচক প্রভাব পড়বে। [1032,760,1219,842]
separator [23,478,431,479]
story-body: কাতারের আমির শেখ তামিম বিন হামাদ আল থানি দুই দিনের রাষ্ট্রীয় সফরে ঢাকায় আসছেন। সফরকালে দুই দেশের মধ্যে বেশ কয়েকটি চুক্তি ও সমঝোতা স্মারক সই হওয়ার কথা রয়েছে। জ্বালানি, শ্রমবাজার ও বিনিয়োগ খাতে সহযোগিতা বাড়ানোর বিষয়ে আলোচনা হবে। [1240,615,1545,680]
story-juddho [23,1185,431,2216]
column-1 [23,179,431,2220]
story-body: ‘ন্যাশনাল অ্যাডাপ্টেশন প্ল্যান (ন্যাপ) এক্সপো-২০২৪’ এর উদ্বোধন অনুষ্ঠানে প্রধানমন্ত্রী এসব কথা বলেন। তিনি বলেন, জলবায়ু পরিবর্তনের বিরূপ প্রভাব মোকাবিলায় বিশ্বের সব দেশকে একসঙ্গে কাজ করতে হবে। যুদ্ধে অর্থ ব্যয় না করে সেই অর্থ জলবায়ু পরিবর্তনের ক্ষতিগ্রস্ত মানুষের কল্যাণে ব্যয় করার আহ্বান জানান তিনি। বাংলাদেশ জলবায়ু পরিবর্তনের কারণে সবচেয়ে ঝুঁকিপূর্ণ দেশগুলোর একটি। আমরা নিজস্ব অর্থায়নে জলবায়ু ট্রাস্ট ফান্ড গঠন করেছি এবং অভিযোজন কার্যক্রম বাস্তবায়ন করছি। প্রধানমন্ত্রী বলেন, উন্নত দেশগুলোর প্রতিশ্রুত জলবায়ু তহবিল দ্রুত ছাড় করা প্রয়োজন। [23,1471,431,1587]
headline: আরও তিন দিনের [784,415,934,440]
logo-part1: বাংলাদেশ [80,38,278,97]
story-body: বিনা প্রতিদ্বন্দ্বিতায় নির্বাচিত হয়েছেন বেশ কয়েকজন প্রার্থী। নির্বাচন কমিশন সূত্রে জানা গেছে, প্রথম ধাপের উপজেলা নির্বাচনে চেয়ারম্যান, ভাইস চেয়ারম্যান ও মহিলা ভাইস চেয়ারম্যান পদে বিনা ভোটে নির্বাচিত হয়েছেন তারা। প্রতিদ্বন্দ্বী প্রার্থীরা মনোনয়নপত্র প্রত্যাহার করে নেওয়ায় তারা একক প্রার্থী হিসেবে রয়ে যান। নির্বাচন কমিশন জানিয়েছে, নির্ধারিত সময়ে সুষ্ঠু ভোট গ্রহণের সব প্রস্তুতি সম্পন্ন করা হয়েছে। [454,1916,685,2048]
story-shrom [23,183,431,467]
story-body: দেশের বিভিন্ন অঞ্চলে তাপপ্রবাহ অব্যাহত থাকায় আবহাওয়া অধিদফতর আরও তিন দিনের জন্য হিট অ্যালার্ট জারি করেছে। রাজধানীসহ বিভিন্ন জেলায় তাপমাত্রা ৪০ ডিগ্রি সেলসিয়াস ছাড়িয়ে গেছে। তীব্র গরমে জনজীবন বিপর্যস্ত হয়ে পড়েছে। হাসপাতালগুলোতে হিট স্ট্রোকে আক্রান্ত রোগীর সংখ্যা বাড়ছে। চিকিৎসকরা প্রয়োজন ছাড়া ঘরের বাইরে না যাওয়ার পরামর্শ দিয়েছেন। [706,774,1012,873]
story-body: মুজিবনগর সরকারের সঠিক ইতিহাস ও স্বাধীনতা অর্জনে মুজিবনগর সরকারের ভূমিকা নিয়ে গবেষণার আহ্বান জানিয়েছেন বক্তারা। গতকাল জাতীয় প্রেস ক্লাবে ‘মুজিবনগর, মুক্তিযুদ্ধ ও সম্প্রীতির বাংলাদেশ’ শীর্ষক আলোচনা সভায় তারা এ আহ্বান জানান। সভায় বক্তারা বলেন, নতুন প্রজন্মের কাছে মুক্তিযুদ্ধের প্রকৃত ইতিহাস তুলে ধরতে হবে। মুজিবনগর সরকারের অবদান যথাযথভাবে মূল্যায়ন করা প্রয়োজন। [454,570,685,704]
continuation-label: (প্রথম পৃষ্ঠার পর) [23,524,99,536]
column-4 [1032,179,1219,1538]
continuation-label: (প্রথম পৃষ্ঠার পর) [1240,450,1316,463]
headline: বিনামূল্যে ঠোঁট কাটা তালু কাটা অপারেশন [1049,550,1203,594]
column-2 [454,179,685,2340]
story-body: বিনা প্রতিদ্বন্দ্বিতায় নির্বাচিত হয়েছেন বেশ কয়েকজন প্রার্থী। নির্বাচন কমিশন সূত্রে জানা গেছে, প্রথম ধাপের উপজেলা নির্বাচনে চেয়ারম্যান, ভাইস চেয়ারম্যান ও মহিলা ভাইস চেয়ারম্যান পদে বিনা ভোটে নির্বাচিত হয়েছেন তারা। প্রতিদ্বন্দ্বী প্রার্থীরা মনোনয়নপত্র প্রত্যাহার করে নেওয়ায় তারা একক প্রার্থী হিসেবে রয়ে যান। নির্বাচন কমিশন জানিয়েছে, নির্ধারিত সময়ে সুষ্ঠু ভোট গ্রহণের সব প্রস্তুতি সম্পন্ন করা হয়েছে। [454,1489,685,1621]
story-biname [454,1011,685,2335]
story-body: বান্দরবানের পাহাড়ি এলাকায় সন্ত্রাসীদের বিরুদ্ধে যৌথ বাহিনীর অভিযান অব্যাহত রয়েছে। অভিযানে বেশ কয়েকজনকে আটক করা হয়েছে এবং অস্ত্র ও গোলাবারুদ উদ্ধার করা হয়েছে। এলাকায় নিরাপত্তা জোরদার করা হয়েছে। [1032,1108,1219,1207]
story-body: মুজিবনগর সরকারের সঠিক ইতিহাস ও স্বাধীনতা অর্জনে মুজিবনগর সরকারের ভূমিকা নিয়ে গবেষণার আহ্বান জানিয়েছেন বক্তারা। গতকাল জাতীয় প্রেস ক্লাবে ‘মুজিবনগর, মুক্তিযুদ্ধ ও সম্প্রীতির বাংলাদেশ’ শীর্ষক আলোচনা সভায় তারা এ আহ্বান জানান। সভায় বক্তারা বলেন, নতুন প্রজন্মের কাছে মুক্তিযুদ্ধের প্রকৃত ইতিহাস তুলে ধরতে হবে। মুজিবনগর সরকারের অবদান যথাযথভাবে মূল্যায়ন করা প্রয়োজন। [454,855,685,988]
headline: বিনা ভোটে নির্বাচিত [494,1011,645,1033]
story-body: বিনা প্রতিদ্বন্দ্বিতায় নির্বাচিত হয়েছেন বেশ কয়েকজন প্রার্থী। নির্বাচন কমিশন সূত্রে জানা গেছে, প্রথম ধাপের উপজেলা নির্বাচনে চেয়ারম্যান, ভাইস চেয়ারম্যান ও মহিলা ভাইস চেয়ারম্যান পদে বিনা ভোটে নির্বাচিত হয়েছেন তারা। প্রতিদ্বন্দ্বী প্রার্থীরা মনোনয়নপত্র প্রত্যাহার করে নেওয়ায় তারা একক প্রার্থী হিসেবে রয়ে যান। নির্বাচন কমিশন জানিয়েছে, নির্ধারিত সময়ে সুষ্ঠু ভোট গ্রহণের সব প্রস্তুতি সম্পন্ন করা হয়েছে। [454,1773,685,1906]
story-body: ‘ন্যাশনাল অ্যাডাপ্টেশন প্ল্যান (ন্যাপ) এক্সপো-২০২৪’ এর উদ্বোধন অনুষ্ঠানে প্রধানমন্ত্রী এসব কথা বলেন। তিনি বলেন, জলবায়ু পরিবর্তনের বিরূপ প্রভাব মোকাবিলায় বিশ্বের সব দেশকে একসঙ্গে কাজ করতে হবে। যুদ্ধে অর্থ ব্যয় না করে সেই অর্থ জলবায়ু পরিবর্তনের ক্ষতিগ্রস্ত মানুষের কল্যাণে ব্যয় করার আহ্বান জানান তিনি। বাংলাদেশ জলবায়ু পরিবর্তনের কারণে সবচেয়ে ঝুঁকিপূর্ণ দেশগুলোর একটি। আমরা নিজস্ব অর্থায়নে জলবায়ু ট্রাস্ট ফান্ড গঠন করেছি এবং অভিযোজন কার্যক্রম বাস্তবায়ন করছি। প্রধানমন্ত্রী বলেন, উন্নত দেশগুলোর প্রতিশ্রুত জলবায়ু তহবিল দ্রুত ছাড় করা প্রয়োজন। [23,1721,431,1837]
story-mujibnagar [454,183,685,991]
continuation-label: (প্রথম পৃষ্ঠার পর) [706,220,784,232]
continuation-label: (প্রথম পৃষ্ঠার পর) [1032,897,1113,910]
story-body: অবৈধ অস্ত্রের ব্যবহার বেড়ে যাওয়ায় উদ্বেগ প্রকাশ করেছেন আইনশৃঙ্খলা বাহিনীর কর্মকর্তারা। নির্বাচনকে সামনে রেখে অবৈধ অস্ত্র উদ্ধারে বিশেষ অভিযান পরিচালনা করা হচ্ছে। বিভিন্ন এলাকায় চেকপোস্ট বসিয়ে তল্লাশি চালানো হচ্ছে এবং সন্দেহভাজনদের আটক করা হচ্ছে। পুলিশের পক্ষ থেকে জানানো হয়েছে, শান্তিপূর্ণ নির্বাচন নিশ্চিত করতে সর্বোচ্চ সতর্কতা অবলম্বন করা হচ্ছে। [706,1595,1012,1694]
story-body: কক্সবাজারের টেকনাফ উপজেলায় এক পল্লী চিকিৎসককে অপহরণ করা হয়েছে। স্থানীয়রা জানান, সোমবার রাতে তাকে বাড়ি থেকে ডেকে নিয়ে যায় একদল অস্ত্রধারী। পরে পরিবারের কাছে মুক্তিপণ দাবি করা হয়। পুলিশ জানিয়েছে, অপহৃতকে উদ্ধারে অভিযান চলছে। [1032,411,1219,527]
headline: কাতারের আমির [1325,415,1460,440]
story-body: উপজেলা নির্বাচনে সব দলের প্রার্থীরা প্রচার-প্রচারণায় ব্যস্ত সময় পার করছেন। ভোটারদের দ্বারে দ্বারে গিয়ে নিজেদের প্রতিশ্রুতি তুলে ধরছেন তারা। নির্বাচন কমিশন আচরণবিধি মেনে প্রচার চালানোর নির্দেশ দিয়েছে। আচরণবিধি লঙ্ঘন করলে কঠোর ব্যবস্থা নেওয়া হবে বলে সতর্ক করা হয়েছে। [1240,1101,1545,1183]
continuation-label: (প্রথম পৃষ্ঠার পর) [706,450,787,463]
page-number-badge: ১১ [1455,22,1545,99]
story-body: দেশের বিভিন্ন অঞ্চলে তাপপ্রবাহ অব্যাহত থাকায় আবহাওয়া অধিদফতর আরও তিন দিনের জন্য হিট অ্যালার্ট জারি করেছে। রাজধানীসহ বিভিন্ন জেলায় তাপমাত্রা ৪০ ডিগ্রি সেলসিয়াস ছাড়িয়ে গেছে। তীব্র গরমে জনজীবন বিপর্যস্ত হয়ে পড়েছে। হাসপাতালগুলোতে হিট স্ট্রোকে আক্রান্ত রোগীর সংখ্যা বাড়ছে। চিকিৎসকরা প্রয়োজন ছাড়া ঘরের বাইরে না যাওয়ার পরামর্শ দিয়েছেন। [706,450,1012,549]
story-body: ঢাকা-চট্টগ্রাম মহাসড়কে বাসচাপায় প্রাণহানির ঘটনা ঘটেছে। পুলিশ জানায়, দ্রুতগতির বাসটি নিয়ন্ত্রণ হারিয়ে পথচারীদের চাপা দেয়। এ ঘটনায় ঘাতক বাসটি জব্দ করা হয়েছে। [1032,897,1219,979]
story-body: এর বাজারে প্রবেশাধিকার সংক্রান্ত বিষয়গুলো নিয়েও আলোচনা হয়েছে। বৈঠকে বিজিএমইএর পক্ষ থেকে শ্রমিকদের জন্য ন্যায্য নূন্যতম মজুরি প্রদান এবং সামাজিক নিরাপত্তার জন্য একটি সার্বিক ভাতা কর্মসূচির প্রয়োজনীয়তা তুলে ধরা হয়। পাশাপাশি কারখানায় কর্মপরিবেশ উন্নয়নে সম্মিলিত পদক্ষেপ নেওয়ার বিষয়ে মতামত জানানো হয়েছে। বৈঠকে উভয়পক্ষ শ্রম অধিকার ও ব্যবসায়িক স্বার্থের সমন্বয়ের উপর গুরুত্ব আরোপ করেন এবং ভবিষ্যতে নিয়মিত সংলাপ চালিয়ে যাওয়ার বিষয়ে একমত পোষণ করেন। তবে মার্কিন সরকারের শ্রম কর্ম পরিকল্পনা এবং জিএসপি সংক্রান্ত প্রশ্নে বাংলাদেশের অবস্থান স্পষ্ট করা হয়েছে বলে সংশ্লিষ্ট সূত্র জানিয়েছে। [23,224,431,339]
story-body: অবৈধ অস্ত্রের ব্যবহার বেড়ে যাওয়ায় উদ্বেগ প্রকাশ করেছেন আইনশৃঙ্খলা বাহিনীর কর্মকর্তারা। নির্বাচনকে সামনে রেখে অবৈধ অস্ত্র উদ্ধারে বিশেষ অভিযান পরিচালনা করা হচ্ছে। বিভিন্ন এলাকায় চেকপোস্ট বসিয়ে তল্লাশি চালানো হচ্ছে এবং সন্দেহভাজনদের আটক করা হচ্ছে। পুলিশের পক্ষ থেকে জানানো হয়েছে, শান্তিপূর্ণ নির্বাচন নিশ্চিত করতে সর্বোচ্চ সতর্কতা অবলম্বন করা হচ্ছে। [706,1811,1012,1909]
story-body: বিনা প্রতিদ্বন্দ্বিতায় নির্বাচিত হয়েছেন বেশ কয়েকজন প্রার্থী। নির্বাচন কমিশন সূত্রে জানা গেছে, প্রথম ধাপের উপজেলা নির্বাচনে চেয়ারম্যান, ভাইস চেয়ারম্যান ও মহিলা ভাইস চেয়ারম্যান পদে বিনা ভোটে নির্বাচিত হয়েছেন তারা। প্রতিদ্বন্দ্বী প্রার্থীরা মনোনয়নপত্র প্রত্যাহার করে নেওয়ায় তারা একক প্রার্থী হিসেবে রয়ে যান। নির্বাচন কমিশন জানিয়েছে, নির্ধারিত সময়ে সুষ্ঠু ভোট গ্রহণের সব প্রস্তুতি সম্পন্ন করা হয়েছে। [454,2058,685,2191]
story-bandarban [1032,1075,1219,1534]
separator [1032,540,1219,541]
column-divider [442,179,443,2350]
story-body: প্রার্থী হিসেবে লড়াই করছেন। এখন পর্যন্ত দলীয় মনোনয়নপত্র প্রত্যাহারের শেষ দিনে অনেক প্রার্থী মনোনয়নপত্র প্রত্যাহার করেননি। ফলে উপজেলা নির্বাচনে বিএনপির অংশগ্রহণ নিয়ে দলটির মধ্যে নানা আলোচনা চলছে। দলের সিদ্ধান্ত অমান্য করে যারা প্রার্থী হয়েছেন তাদের বিরুদ্ধে সাংগঠনিক ব্যবস্থা নেওয়ার কথা জানিয়েছে দলটি। দলের ভারপ্রাপ্ত চেয়ারম্যান এ বিষয়ে কঠোর অবস্থান নিয়েছেন। বিভিন্ন জেলায় বিএনপির স্থানীয় নেতারা স্বতন্ত্র প্রার্থী হিসেবে নির্বাচনে অংশ নিচ্ছেন এবং নিজ নিজ এলাকায় প্রচার-প্রচারণা চালিয়ে যাচ্ছেন। [23,1063,431,1162]
story-body: উপজেলা নির্বাচনে সব দলের প্রার্থীরা প্রচার-প্রচারণায় ব্যস্ত সময় পার করছেন। ভোটারদের দ্বারে দ্বারে গিয়ে নিজেদের প্রতিশ্রুতি তুলে ধরছেন তারা। নির্বাচন কমিশন আচরণবিধি মেনে প্রচার চালানোর নির্দেশ দিয়েছে। আচরণবিধি লঙ্ঘন করলে কঠোর ব্যবস্থা নেওয়া হবে বলে সতর্ক করা হয়েছে। [1240,738,1545,819]
column-divider [1021,179,1022,2350]
headline: আওয়ামী লীগ গণতন্ত্র [767,184,950,208]
story-body: ‘ন্যাশনাল অ্যাডাপ্টেশন প্ল্যান (ন্যাপ) এক্সপো-২০২৪’ এর উদ্বোধন অনুষ্ঠানে প্রধানমন্ত্রী এসব কথা বলেন। তিনি বলেন, জলবায়ু পরিবর্তনের বিরূপ প্রভাব মোকাবিলায় বিশ্বের সব দেশকে একসঙ্গে কাজ করতে হবে। যুদ্ধে অর্থ ব্যয় না করে সেই অর্থ জলবায়ু পরিবর্তনের ক্ষতিগ্রস্ত মানুষের কল্যাণে ব্যয় করার আহ্বান জানান তিনি। বাংলাদেশ জলবায়ু পরিবর্তনের কারণে সবচেয়ে ঝুঁকিপূর্ণ দেশগুলোর একটি। আমরা নিজস্ব অর্থায়নে জলবায়ু ট্রাস্ট ফান্ড গঠন করেছি এবং অভিযোজন কার্যক্রম বাস্তবায়ন করছি। প্রধানমন্ত্রী বলেন, উন্নত দেশগুলোর প্রতিশ্রুত জলবায়ু তহবিল দ্রুত ছাড় করা প্রয়োজন। [23,1221,431,1337]
story-body: দেশের বিভিন্ন অঞ্চলে তাপপ্রবাহ অব্যাহত থাকায় আবহাওয়া অধিদফতর আরও তিন দিনের জন্য হিট অ্যালার্ট জারি করেছে। রাজধানীসহ বিভিন্ন জেলায় তাপমাত্রা ৪০ ডিগ্রি সেলসিয়াস ছাড়িয়ে গেছে। তীব্র গরমে জনজীবন বিপর্যস্ত হয়ে পড়েছে। হাসপাতালগুলোতে হিট স্ট্রোকে আক্রান্ত রোগীর সংখ্যা বাড়ছে। চিকিৎসকরা প্রয়োজন ছাড়া ঘরের বাইরে না যাওয়ার পরামর্শ দিয়েছেন। [706,667,1012,766]
story-body: সাবেক আইজিপি বেনজীর আহমেদের বিরুদ্ধে ওঠা দুর্নীতির অভিযোগ অনুসন্ধানে কমিটি গঠন করেছে দুর্নীতি দমন কমিশন। কমিশনের একজন কর্মকর্তা জানিয়েছেন, অভিযোগের বিষয়ে প্রয়োজনীয় নথিপত্র সংগ্রহ করা হচ্ছে। অনুসন্ধানে অভিযোগের সত্যতা পাওয়া গেলে আইন অনুযায়ী ব্যবস্থা নেওয়া হবে। [1240,1332,1545,1414]
story-body: মুজিবনগর সরকারের সঠিক ইতিহাস ও স্বাধীনতা অর্জনে মুজিবনগর সরকারের ভূমিকা নিয়ে গবেষণার আহ্বান জানিয়েছেন বক্তারা। গতকাল জাতীয় প্রেস ক্লাবে ‘মুজিবনগর, মুক্তিযুদ্ধ ও সম্প্রীতির বাংলাদেশ’ শীর্ষক আলোচনা সভায় তারা এ আহ্বান জানান। সভায় বক্তারা বলেন, নতুন প্রজন্মের কাছে মুক্তিযুদ্ধের প্রকৃত ইতিহাস তুলে ধরতে হবে। মুজিবনগর সরকারের অবদান যথাযথভাবে মূল্যায়ন করা প্রয়োজন। [454,713,685,846]
story-body: কক্সবাজারের টেকনাফ উপজেলায় এক পল্লী চিকিৎসককে অপহরণ করা হয়েছে। স্থানীয়রা জানান, সোমবার রাতে তাকে বাড়ি থেকে ডেকে নিয়ে যায় একদল অস্ত্রধারী। পরে পরিবারের কাছে মুক্তিপণ দাবি করা হয়। পুলিশ জানিয়েছে, অপহৃতকে উদ্ধারে অভিযান চলছে। [1032,285,1219,402]
continuation-label: (প্রথম পৃষ্ঠার পর) [23,1221,101,1234]
tagline: বাংলাদেশের সর্বাধিক প্রচারিত জাতীয় দৈনিক [80,23,293,37]
headline: মালদ্বীপে মুইজ্জুর [1324,184,1462,208]
continuation-label: (প্রথম পৃষ্ঠার পর) [706,1040,787,1053]
headline: সব দলের প্রার্থী [1328,702,1457,727]
story-body: সাম্রাজ্যবাদের আগ্রাসন, অপপ্রচার ও মিথ্যাচারের বিরুদ্ধে জনগণকে সোচ্চার হওয়ার আহ্বান জানানো হয়েছে। বক্তারা বলেন, দেশের সার্বভৌমত্ব রক্ষায় সকল প্রগতিশীল শক্তিকে ঐক্যবদ্ধ হতে হবে। [706,1040,1012,1104]
story-body: ঢাকা-চট্টগ্রাম মহাসড়কে বাসচাপায় প্রাণহানির ঘটনা ঘটেছে। পুলিশ জানায়, দ্রুতগতির বাসটি নিয়ন্ত্রণ হারিয়ে পথচারীদের চাপা দেয়। এ ঘটনায় ঘাতক বাসটি জব্দ করা হয়েছে। [1032,988,1219,1053]
story-body: বান্দরবানের পাহাড়ি এলাকায় সন্ত্রাসীদের বিরুদ্ধে যৌথ বাহিনীর অভিযান অব্যাহত রয়েছে। অভিযানে বেশ কয়েকজনকে আটক করা হয়েছে এবং অস্ত্র ও গোলাবারুদ উদ্ধার করা হয়েছে। এলাকায় নিরাপত্তা জোরদার করা হয়েছে। [1032,1324,1219,1423]
